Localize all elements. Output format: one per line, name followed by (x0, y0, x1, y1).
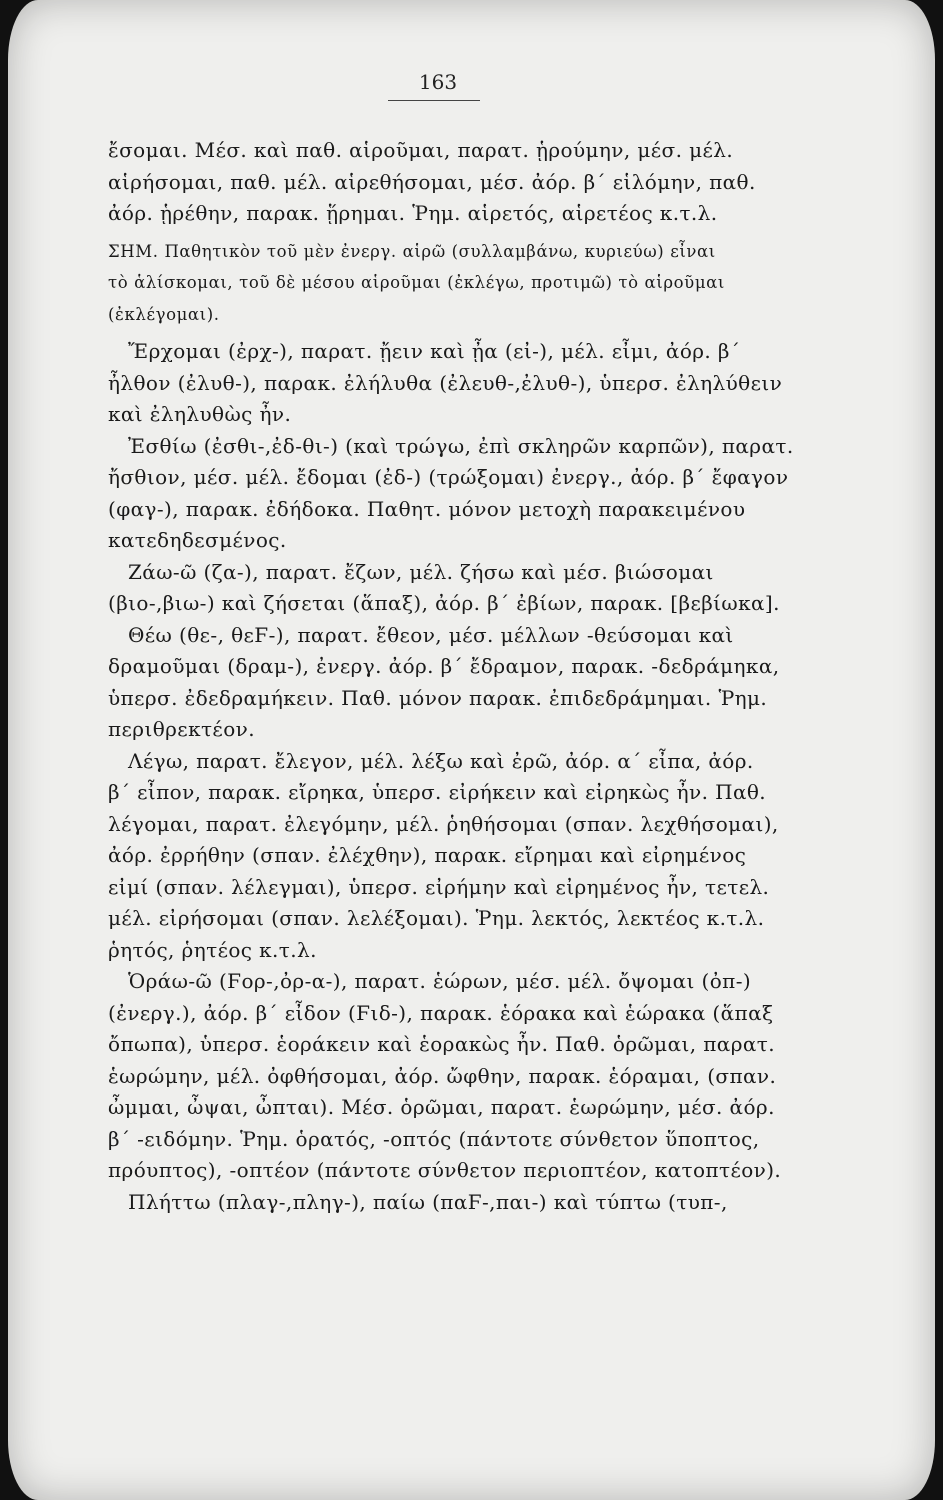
text-line: εἰμί (σπαν. λέλεγμαι), ὑπερσ. εἰρήμην καὶ εἰρημένος ἦν, τετελ. (108, 874, 770, 899)
text-line: ὑπερσ. ἐδεδραμήκειν. Παθ. μόνον παρακ. ἐπιδεδράμημαι. Ῥημ. (108, 685, 768, 710)
page-number: 163 (418, 70, 458, 94)
text-line: μέλ. εἰρήσομαι (σπαν. λελέξομαι). Ῥημ. λεκτός, λεκτέος κ.τ.λ. (108, 906, 765, 930)
text-line: αἱρήσομαι, παθ. μέλ. αἱρεθήσομαι, μέσ. ἀόρ. β΄ εἱλόμην, παθ. (108, 169, 756, 194)
text-line: ΣΗΜ. Παθητικὸν τοῦ μὲν ἐνεργ. αἱρῶ (συλλαμβάνω, κυριεύω) εἶναι (108, 241, 716, 261)
text-line: Ὁράω-ῶ (Ϝορ-,ὀρ-α-), παρατ. ἑώρων, μέσ. μέλ. ὄψομαι (ὀπ-) (128, 969, 752, 993)
text-line: κατεδηδεσμένος. (108, 528, 287, 552)
text-line: ἤσθιον, μέσ. μέλ. ἔδομαι (ἐδ-) (τρώξομαι) ἐνεργ., ἀόρ. β΄ ἔφαγον (108, 465, 789, 489)
text-line: ὦμμαι, ὦψαι, ὦπται). Μέσ. ὁρῶμαι, παρατ. ἑωρώμην, μέσ. ἀόρ. (108, 1095, 775, 1119)
text-line: Θέω (θε-, θεϜ-), παρατ. ἔθεον, μέσ. μέλλων -θεύσομαι καὶ (128, 622, 734, 647)
text-line: ἀόρ. ἐρρήθην (σπαν. ἐλέχθην), παρακ. εἴρημαι καὶ εἰρημένος (108, 843, 747, 867)
text-line: (φαγ-), παρακ. ἐδήδοκα. Παθητ. μόνον μετοχὴ παρακειμένου (108, 496, 746, 521)
text-line: Λέγω, παρατ. ἔλεγον, μέλ. λέξω καὶ ἐρῶ, ἀόρ. α΄ εἶπα, ἀόρ. (128, 748, 754, 773)
text-line: τὸ ἁλίσκομαι, τοῦ δὲ μέσου αἱροῦμαι (ἐκλέγω, προτιμῶ) τὸ αἱροῦμαι (108, 273, 725, 292)
text-line: Πλήττω (πλαγ-,πληγ-), παίω (παϜ-,παι-) καὶ τύπτω (τυπ-, (128, 1189, 728, 1214)
text-line: β΄ -ειδόμην. Ῥημ. ὁρατός, -οπτός (πάντοτε σύνθετον ὕποπτος, (108, 1126, 760, 1151)
text-line: ὄπωπα), ὑπερσ. ἑοράκειν καὶ ἑορακὼς ἦν. Παθ. ὁρῶμαι, παρατ. (108, 1032, 775, 1056)
text-line: ἀόρ. ᾑρέθην, παρακ. ᾕρημαι. Ῥημ. αἱρετός, αἱρετέος κ.τ.λ. (108, 201, 718, 225)
page-text (108, 135, 808, 1218)
text-line: ἔσομαι. Μέσ. καὶ παθ. αἱροῦμαι, παρατ. ᾑρούμην, μέσ. μέλ. (108, 138, 734, 162)
text-line: Ἐσθίω (ἐσθι-,ἐδ-θι-) (καὶ τρώγω, ἐπὶ σκληρῶν καρπῶν), παρατ. (128, 433, 794, 458)
text-line: (βιο-,βιω-) καὶ ζήσεται (ἅπαξ), ἀόρ. β΄ ἐβίων, παρακ. [βεβίωκα]. (108, 591, 780, 615)
text-line: ῥητός, ῥητέος κ.τ.λ. (108, 937, 317, 962)
text-line: ἦλθον (ἐλυθ-), παρακ. ἐλήλυθα (ἐλευθ-,ἐλυθ-), ὑπερσ. ἐληλύθειν (108, 370, 783, 395)
text-line: Ἔρχομαι (ἐρχ-), παρατ. ᾔειν καὶ ᾖα (εἰ-), μέλ. εἶμι, ἀόρ. β΄ (128, 339, 741, 363)
text-line: β΄ εἶπον, παρακ. εἴρηκα, ὑπερσ. εἰρήκειν καὶ εἰρηκὼς ἦν. Παθ. (108, 780, 767, 804)
text-line: ἑωρώμην, μέλ. ὀφθήσομαι, ἀόρ. ὤφθην, παρακ. ἑόραμαι, (σπαν. (108, 1063, 777, 1088)
text-line: (ἐκλέγομαι). (108, 304, 220, 324)
header-rule (388, 100, 480, 101)
book-page (8, 0, 935, 1500)
text-line: καὶ ἐληλυθὼς ἦν. (108, 402, 292, 426)
text-line: δραμοῦμαι (δραμ-), ἐνεργ. ἀόρ. β΄ ἔδραμον, παρακ. -δεδράμηκα, (108, 654, 780, 678)
text-line: λέγομαι, παρατ. ἐλεγόμην, μέλ. ῥηθήσομαι (σπαν. λεχθήσομαι), (108, 811, 779, 836)
text-line: Ζάω-ῶ (ζα-), παρατ. ἔζων, μέλ. ζήσω καὶ μέσ. βιώσομαι (128, 559, 714, 584)
text-line: περιθρεκτέον. (108, 717, 255, 741)
text-line: πρόυπτος), -οπτέον (πάντοτε σύνθετον περιοπτέον, κατοπτέον). (108, 1158, 782, 1182)
text-line: (ἐνεργ.), ἀόρ. β΄ εἶδον (Ϝιδ-), παρακ. ἑόρακα καὶ ἑώρακα (ἅπαξ (108, 1000, 774, 1025)
